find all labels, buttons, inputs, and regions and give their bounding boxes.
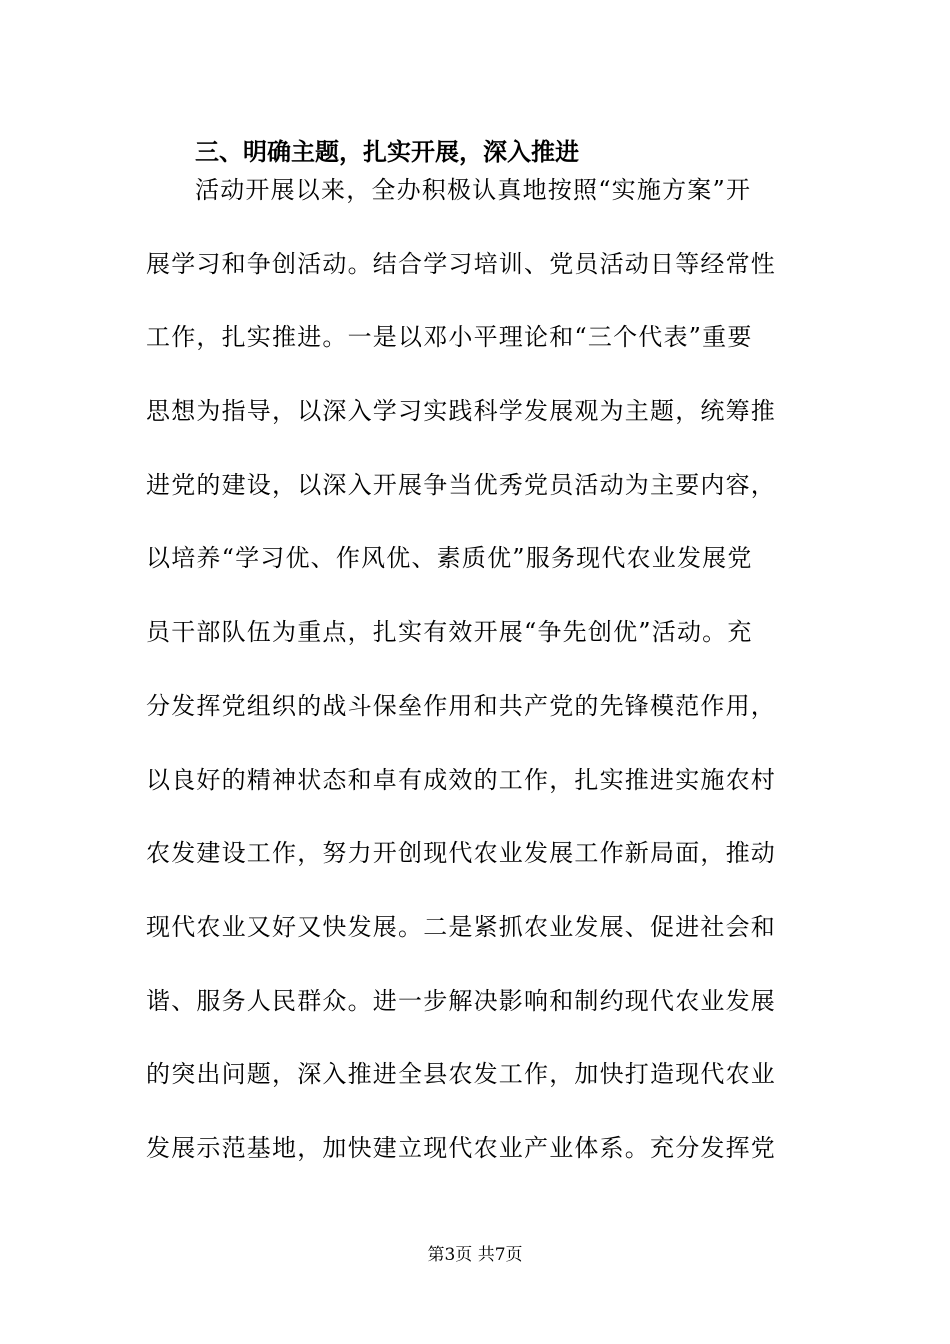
text-line: 活动开展以来，全办积极认真地按照“实施方案”开 (195, 176, 752, 204)
text-line: 进党的建设，以深入开展争当优秀党员活动为主要内容， (146, 470, 776, 499)
text-line: 以良好的精神状态和卓有成效的工作，扎实推进实施农村 (146, 765, 776, 794)
page-number-footer: 第3页 共7页 (427, 1245, 523, 1265)
text-line: 思想为指导，以深入学习实践科学发展观为主题，统筹推 (146, 397, 776, 426)
section-heading: 三、明确主题，扎实开展，深入推进 (195, 138, 579, 166)
text-line: 以培养“学习优、作风优、素质优”服务现代农业发展党 (146, 544, 753, 573)
text-line: 现代农业又好又快发展。二是紧抓农业发展、促进社会和 (146, 912, 776, 941)
text-line: 的突出问题，深入推进全县农发工作，加快打造现代农业 (146, 1060, 776, 1089)
body-paragraph (146, 168, 806, 1200)
text-line: 发展示范基地，加快建立现代农业产业体系。充分发挥党 (146, 1133, 776, 1162)
text-line: 农发建设工作，努力开创现代农业发展工作新局面，推动 (146, 839, 776, 868)
text-line: 展学习和争创活动。结合学习培训、党员活动日等经常性 (146, 249, 776, 278)
text-line: 谐、服务人民群众。进一步解决影响和制约现代农业发展 (146, 986, 776, 1015)
text-line: 工作，扎实推进。一是以邓小平理论和“三个代表”重要 (146, 323, 753, 352)
text-line: 员干部队伍为重点，扎实有效开展“争先创优”活动。充 (146, 618, 753, 647)
text-line: 分发挥党组织的战斗保垒作用和共产党的先锋模范作用， (146, 691, 776, 720)
